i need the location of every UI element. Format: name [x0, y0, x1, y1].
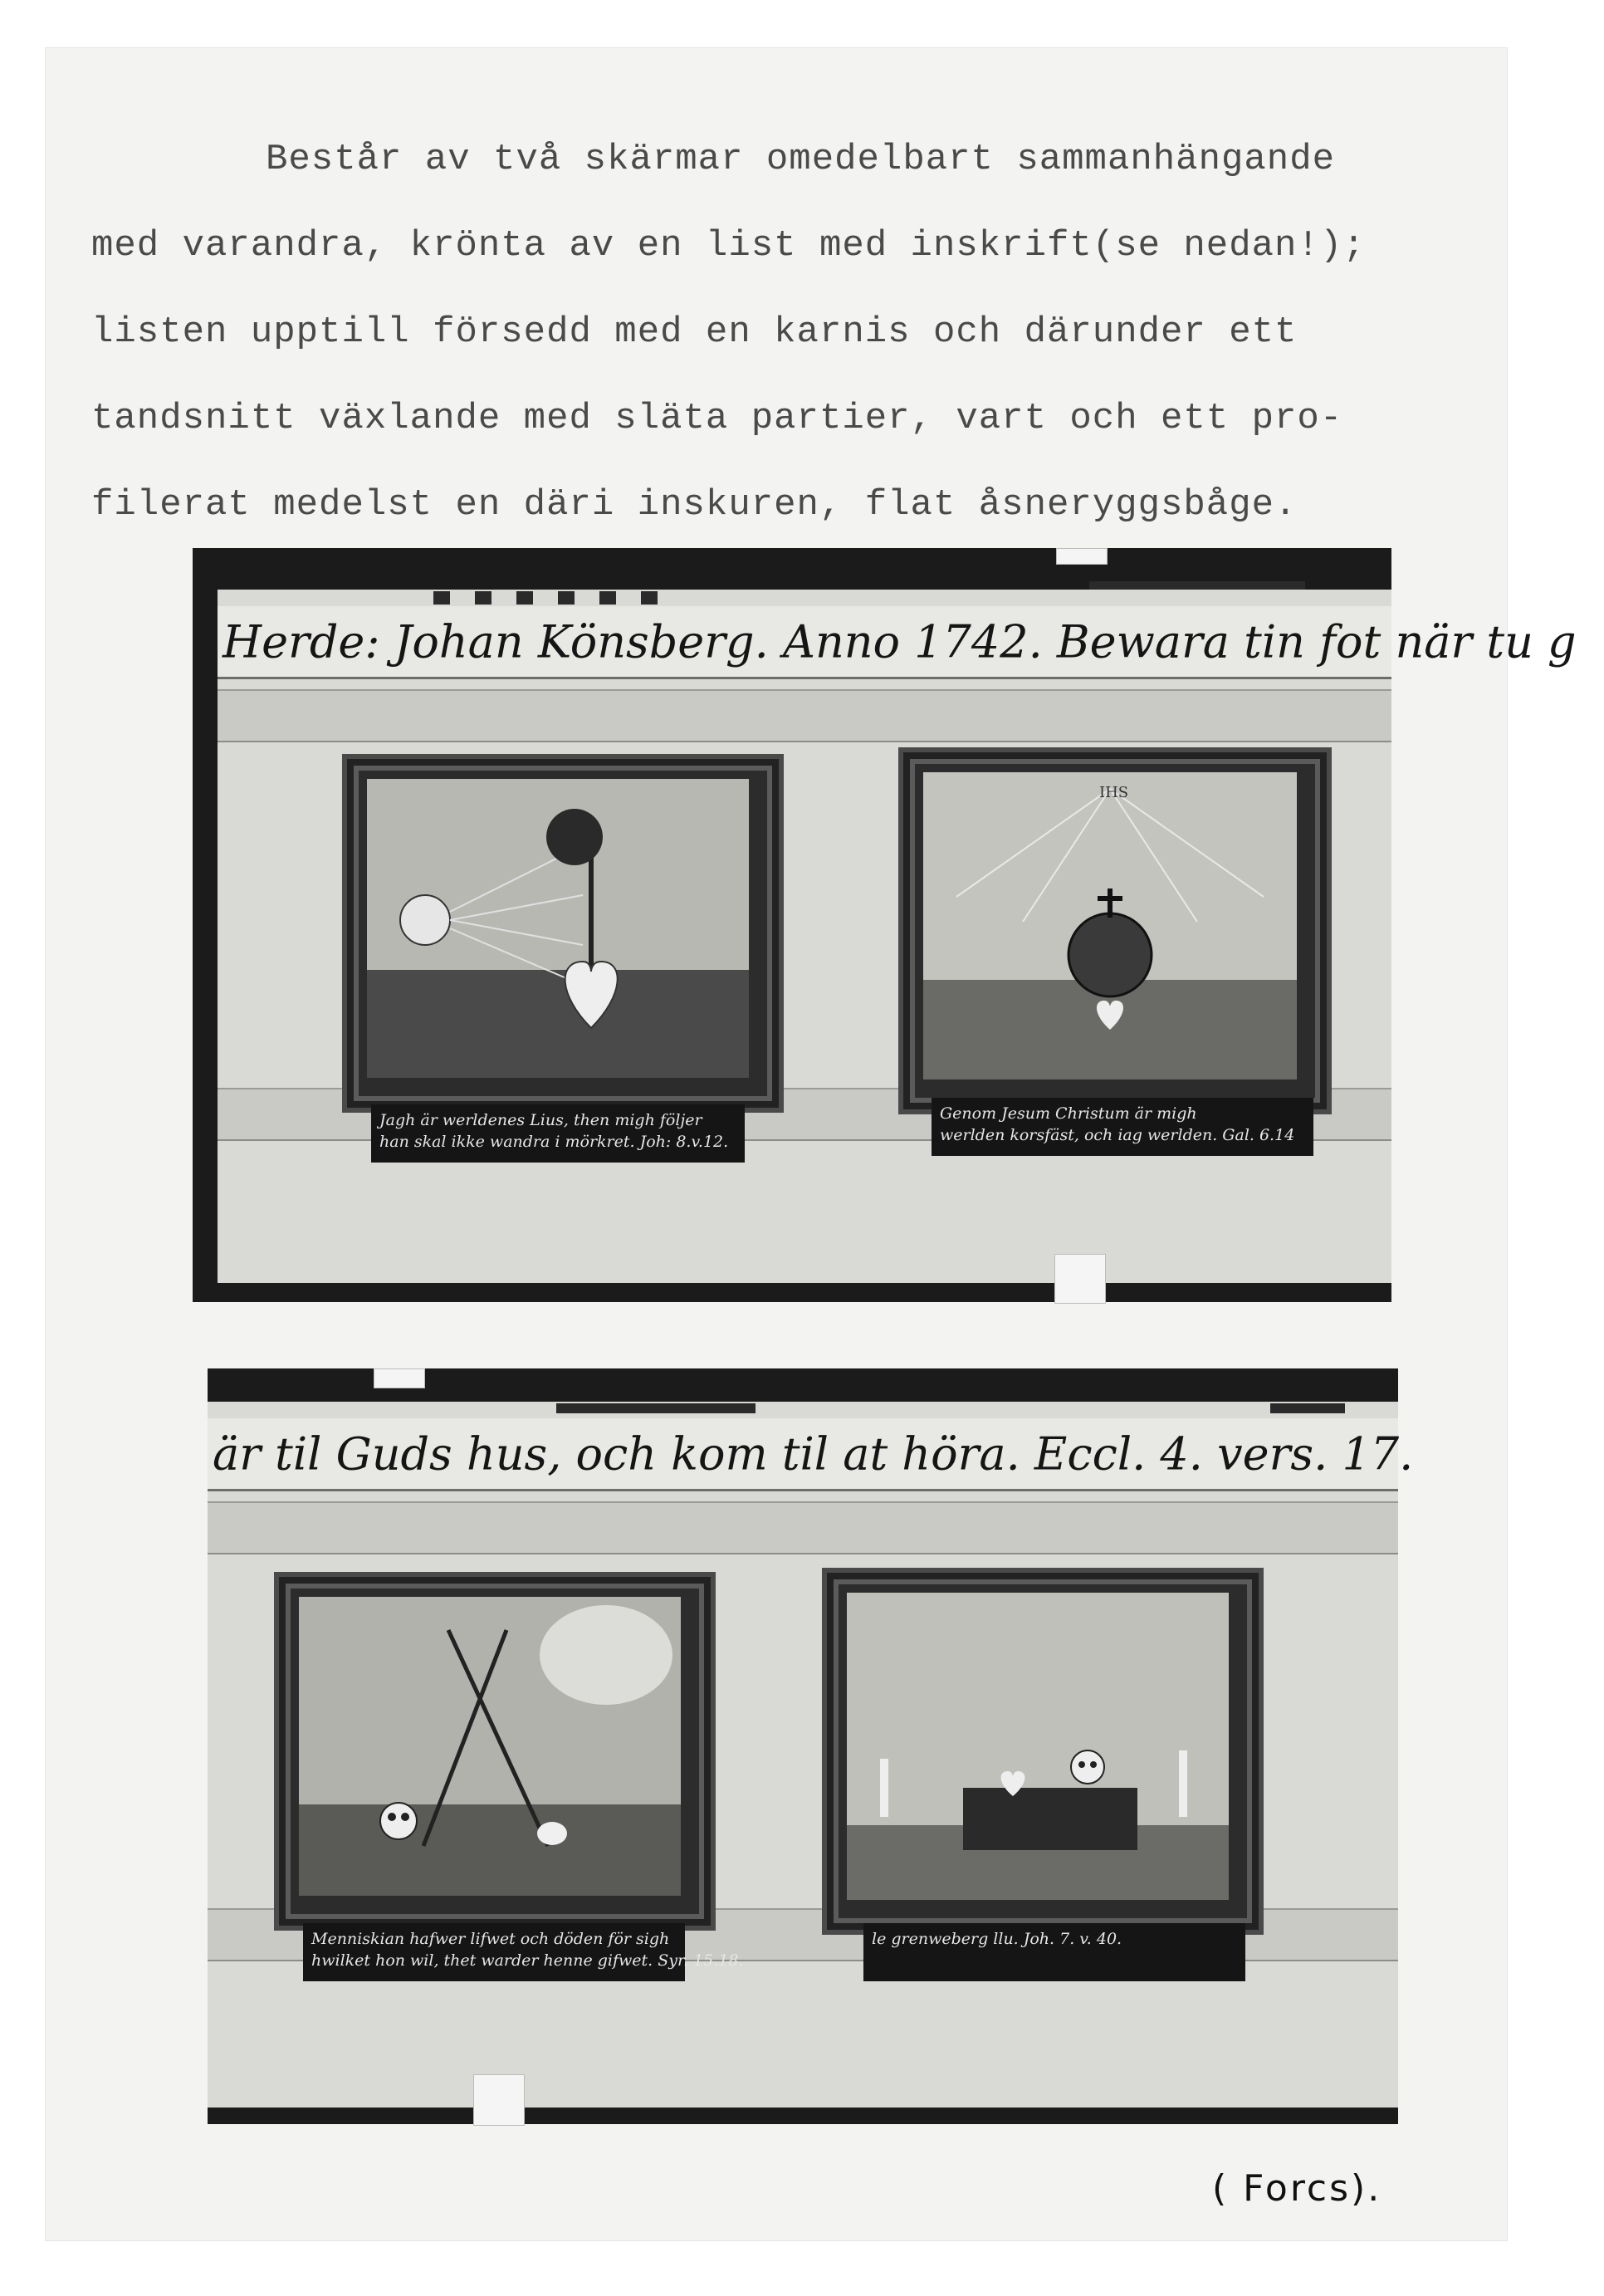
dentil: [433, 591, 450, 605]
photo-top: [193, 548, 1577, 1302]
mount-tab: [1056, 548, 1108, 565]
painting-orb-cross-heart: [923, 772, 1297, 1079]
mount-tab: [1054, 1254, 1106, 1304]
plaque-left-line-1: Menniskian hafwer lifwet och döden för sigh: [311, 1930, 670, 1948]
plaque-left: [303, 1923, 744, 1981]
photo-bottom: [208, 1368, 1414, 2124]
typed-line-5: filerat medelst en däri inskuren, flat åsneryggsbåge.: [91, 484, 1298, 526]
typed-line-2: med varandra, krönta av en list med inskrift(se nedan!);: [91, 225, 1366, 267]
handwritten-note: ( Forcs).: [1212, 2167, 1382, 2210]
painting-skull-candles: [847, 1593, 1229, 1900]
plaque-right-line-2: le grenweberg llu. Joh. 7. v. 40.: [872, 1930, 1122, 1948]
dentil: [516, 591, 533, 605]
dentil: [558, 591, 575, 605]
plaque-left-line-1: Jagh är werldenes Lius, then migh följer: [379, 1111, 702, 1129]
mount-tab: [473, 2074, 525, 2126]
mount-tab: [374, 1368, 425, 1388]
dentil: [641, 591, 658, 605]
typed-description: [91, 116, 1486, 548]
typed-line-4: tandsnitt växlande med släta partier, vart och ett pro-: [91, 398, 1343, 439]
typed-line-3: listen upptill försedd med en karnis och därunder ett: [91, 311, 1298, 353]
dentil-strip: [1270, 1403, 1345, 1413]
plaque-right-line-2: werlden korsfäst, och iag werlden. Gal. 6.14: [940, 1126, 1295, 1144]
crown-text: är til Guds hus, och kom til at höra. Eccl. 4. vers. 17.: [213, 1427, 1414, 1480]
dentil: [599, 591, 616, 605]
skull-arrows-illustration: [299, 1597, 681, 1896]
painting-skull-arrows: [299, 1597, 681, 1896]
plaque-left-line-2: hwilket hon wil, thet warder henne gifwet. Syr. 15.18.: [311, 1951, 744, 1970]
rail-board: [218, 689, 1391, 742]
plaque-right: [932, 1098, 1313, 1156]
sunflower-heart-illustration: [367, 779, 749, 1078]
plaque-left-line-2: han skal ikke wandra i mörkret. Joh: 8.v.12.: [379, 1133, 729, 1151]
plaque-right: [863, 1923, 1245, 1981]
dentil: [475, 591, 491, 605]
halo-text: IHS: [1099, 784, 1129, 801]
crown-inscription: [208, 1418, 1414, 1491]
dentil-strip: [556, 1403, 756, 1413]
plaque-left: [371, 1104, 745, 1163]
plaque-right-line-1: Genom Jesum Christum är migh: [940, 1104, 1197, 1123]
crown-inscription: [218, 606, 1577, 679]
crown-text: Herde: Johan Könsberg. Anno 1742. Bewara tin fot när tu g: [223, 615, 1577, 668]
rail-board: [208, 1501, 1398, 1554]
dentil-strip: [1089, 581, 1305, 590]
typed-line-1: Består av två skärmar omedelbart sammanhängande: [266, 139, 1336, 180]
skull-candles-illustration: [847, 1593, 1229, 1900]
painting-sun-flower-heart: [367, 779, 749, 1078]
orb-cross-illustration: [923, 772, 1297, 1079]
